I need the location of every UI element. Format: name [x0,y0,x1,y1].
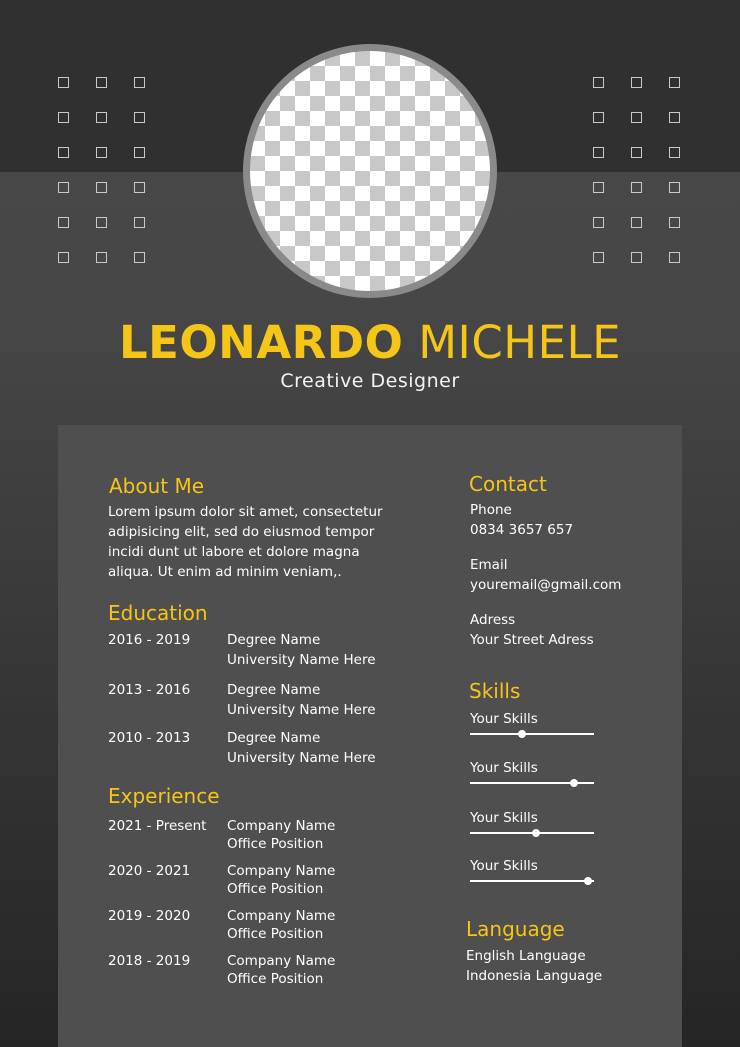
skill-item [470,710,594,728]
office-position: Office Position [227,836,324,852]
school-name: University Name Here [227,750,376,766]
square-icon [134,77,145,88]
square-icon [669,252,680,263]
decorative-dot-grid-right [593,77,680,263]
square-icon [593,112,604,123]
about-line: Lorem ipsum dolor sit amet, consectetur [108,504,383,520]
square-icon [669,182,680,193]
square-icon [58,77,69,88]
first-name: LEONARDO [118,316,404,369]
experience-info [227,907,335,943]
square-icon [96,217,107,228]
language-list [466,946,602,986]
experience-info [227,952,335,988]
square-icon [631,217,642,228]
education-years: 2010 - 2013 [108,730,191,746]
square-icon [96,182,107,193]
language-heading: Language [466,917,565,941]
square-icon [58,252,69,263]
education-info [227,630,376,670]
email-block [470,555,621,595]
skills-heading: Skills [469,679,521,703]
square-icon [58,112,69,123]
skill-item [470,857,594,875]
square-icon [96,147,107,158]
skill-label: Your Skills [470,858,538,874]
company-name: Company Name [227,953,336,969]
education-info [227,728,376,768]
square-icon [134,252,145,263]
about-text [108,502,408,582]
address-value: Your Street Adress [470,632,594,648]
profile-photo-frame [243,44,497,298]
last-name: MICHELE [418,316,622,369]
skill-slider[interactable] [470,832,594,834]
address-label: Adress [470,612,516,628]
square-icon [58,147,69,158]
square-icon [631,252,642,263]
office-position: Office Position [227,926,324,942]
phone-block [470,500,573,540]
experience-info [227,862,335,898]
square-icon [593,252,604,263]
square-icon [96,112,107,123]
square-icon [96,252,107,263]
square-icon [134,217,145,228]
experience-years: 2020 - 2021 [108,863,191,879]
skill-slider-knob[interactable] [584,877,592,885]
skill-label: Your Skills [470,810,538,826]
experience-heading: Experience [108,784,220,808]
degree-name: Degree Name [227,632,321,648]
about-line: aliqua. Ut enim ad minim veniam,. [108,564,342,580]
square-icon [134,147,145,158]
language-item: English Language [466,948,586,964]
education-info [227,680,376,720]
square-icon [58,217,69,228]
skill-slider[interactable] [470,880,594,882]
education-heading: Education [108,601,208,625]
company-name: Company Name [227,818,336,834]
address-block [470,610,594,650]
school-name: University Name Here [227,652,376,668]
contact-heading: Contact [469,472,547,496]
square-icon [593,147,604,158]
square-icon [96,77,107,88]
skill-slider[interactable] [470,782,594,784]
job-title: Creative Designer [280,370,460,392]
company-name: Company Name [227,908,336,924]
experience-years: 2018 - 2019 [108,953,191,969]
about-line: adipisicing elit, sed do eiusmod tempor [108,524,375,540]
education-years: 2016 - 2019 [108,632,191,648]
degree-name: Degree Name [227,682,321,698]
email-label: Email [470,557,508,573]
school-name: University Name Here [227,702,376,718]
experience-info [227,817,335,853]
decorative-dot-grid-left [58,77,145,263]
skill-label: Your Skills [470,760,538,776]
square-icon [58,182,69,193]
square-icon [669,217,680,228]
square-icon [134,112,145,123]
person-name [0,316,740,370]
email-value: youremail@gmail.com [470,577,622,593]
square-icon [593,217,604,228]
phone-label: Phone [470,502,512,518]
square-icon [669,147,680,158]
square-icon [593,182,604,193]
company-name: Company Name [227,863,336,879]
education-years: 2013 - 2016 [108,682,191,698]
office-position: Office Position [227,971,324,987]
degree-name: Degree Name [227,730,321,746]
square-icon [669,77,680,88]
square-icon [593,77,604,88]
square-icon [669,112,680,123]
experience-years: 2021 - Present [108,818,207,834]
square-icon [631,112,642,123]
skill-label: Your Skills [470,711,538,727]
office-position: Office Position [227,881,324,897]
phone-value: 0834 3657 657 [470,522,574,538]
square-icon [631,182,642,193]
profile-photo-placeholder[interactable] [250,51,490,291]
skill-item [470,809,594,827]
square-icon [631,147,642,158]
skill-slider-knob[interactable] [532,829,540,837]
skill-slider[interactable] [470,733,594,735]
skill-item [470,759,594,777]
square-icon [631,77,642,88]
language-item: Indonesia Language [466,968,603,984]
about-line: incidi dunt ut labore et dolore magna [108,544,360,560]
square-icon [134,182,145,193]
about-heading: About Me [109,474,205,498]
experience-years: 2019 - 2020 [108,908,191,924]
